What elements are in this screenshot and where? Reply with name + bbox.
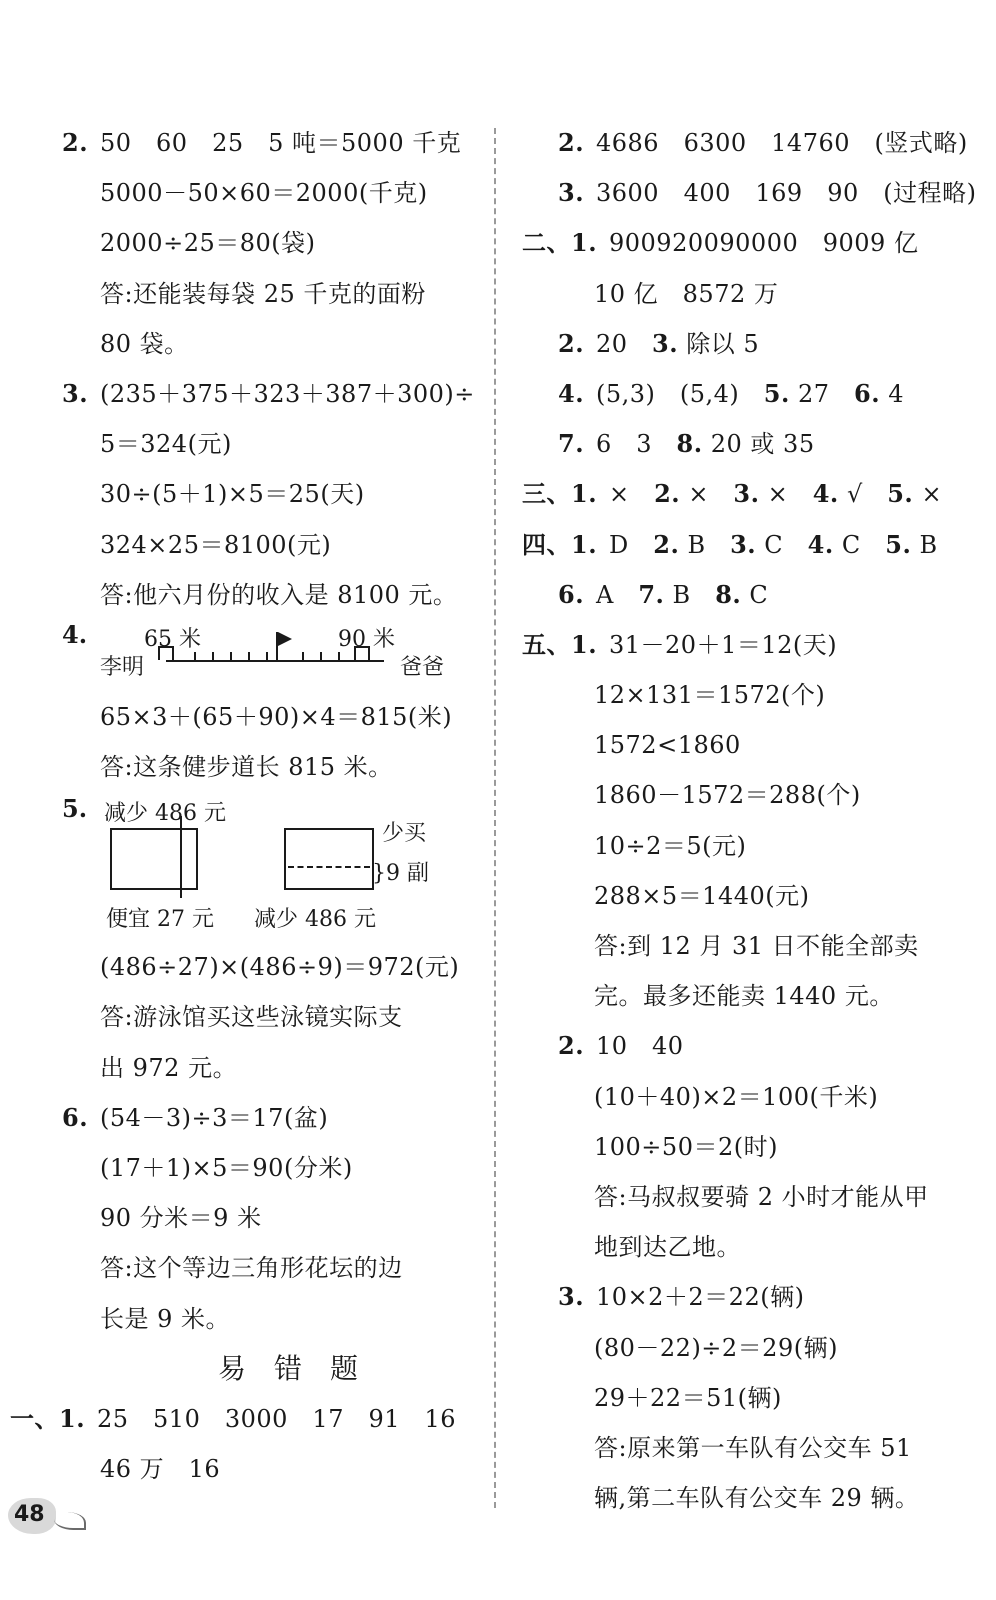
tick-mark: [212, 652, 214, 661]
s2-answer-3: 20: [596, 329, 653, 358]
tick-mark: [230, 652, 232, 661]
s5-q1-answer-2: 完。最多还能卖 1440 元。: [594, 982, 894, 1011]
s3-answer-2: ×: [688, 480, 734, 509]
s2-answer-9: 20 或 35: [710, 430, 815, 459]
q3-step-1: (235＋375＋323＋387＋300)÷: [100, 379, 475, 408]
s3-answer-5: ×: [921, 480, 943, 509]
s3-answer-4: √: [846, 480, 888, 509]
s5-q2-step-1: (10＋40)×2＝100(千米): [594, 1082, 879, 1111]
r2-line: [522, 118, 972, 168]
q3-line: [62, 369, 482, 419]
question-number: 3.: [733, 479, 760, 509]
s4-line: [522, 520, 972, 570]
q5-rectangle-diagram: [62, 792, 482, 942]
question-number: 8.: [676, 429, 703, 459]
s2-line-2: [522, 319, 972, 369]
question-number: 3.: [558, 178, 585, 208]
question-number: 1.: [571, 479, 598, 509]
tick-mark: [248, 652, 250, 661]
left-distance-label: 65 米: [144, 626, 201, 652]
section-number: 二、: [522, 228, 571, 258]
s5-line: [522, 620, 972, 670]
dashed-line: [288, 866, 370, 868]
q2-step-1: 5000－50×60＝2000(千克): [100, 179, 428, 208]
s1-answer: 25 510 3000 17 91 16: [97, 1404, 457, 1433]
route-line: [166, 660, 384, 662]
s5-q2-answer-text-2: 地到达乙地。: [594, 1233, 741, 1262]
q3-step-2: 30÷(5＋1)×5＝25(天): [100, 480, 365, 509]
s5-q1-step-4: 1860－1572＝288(个): [594, 781, 861, 810]
column-divider: [494, 128, 496, 1508]
q6-line: [62, 1093, 482, 1143]
q4-step-1: 65×3＋(65＋90)×4＝815(米): [100, 702, 453, 731]
pairs-label: }9 副: [372, 861, 429, 887]
s2-line: [522, 218, 972, 268]
s4-answer-8: C: [749, 580, 769, 609]
section-number: 一、: [10, 1403, 59, 1433]
r2-answer: 4686 6300 14760 (竖式略): [596, 129, 968, 157]
tick-mark: [266, 652, 268, 661]
question-number: 1.: [571, 529, 598, 559]
right-rectangle: [284, 828, 374, 890]
question-number: 7.: [558, 429, 585, 459]
s5-q1-step-2: 12×131＝1572(个): [594, 681, 826, 710]
s5-q2-answer-text: 答:马叔叔要骑 2 小时才能从甲: [594, 1182, 929, 1211]
s5-q3-step-2: (80－22)÷2＝29(辆): [594, 1333, 838, 1362]
leaf-icon: [54, 1512, 86, 1530]
question-number: 2.: [653, 529, 680, 559]
s4-line-2: [522, 570, 972, 620]
page-number-text: 48: [14, 1502, 45, 1527]
s5-q3-answer-text: 答:原来第一车队有公交车 51: [594, 1433, 912, 1462]
question-number: 5.: [763, 378, 790, 408]
q6-step-2: (17＋1)×5＝90(分米): [100, 1154, 353, 1182]
s3-answer-1: ×: [609, 480, 655, 509]
question-number: 2.: [654, 479, 681, 509]
question-number: 3.: [730, 529, 757, 559]
s2-answer-7: 4: [888, 379, 905, 408]
question-number: 3.: [62, 378, 89, 408]
q2-line: [62, 118, 482, 168]
section-number: 五、: [522, 629, 571, 659]
q6-step-3: 90 分米＝9 米: [100, 1204, 262, 1233]
left-rectangle: [110, 828, 198, 890]
less-buy-label: 少买: [382, 821, 427, 847]
dad-label: 爸爸: [400, 654, 445, 680]
question-number: 1.: [59, 1403, 86, 1433]
section-title: 易错题: [217, 1351, 386, 1385]
s2-answer: 900920090000 9009 亿: [609, 229, 919, 258]
question-number: 4.: [807, 529, 834, 559]
s5-q2-step-2: 100÷50＝2(时): [594, 1132, 778, 1161]
s5-q1-answer: 答:到 12 月 31 日不能全部卖: [594, 932, 919, 960]
s5-q3-answer-text-2: 辆,第二车队有公交车 29 辆。: [594, 1484, 920, 1513]
s2-answer-6: 27: [798, 379, 855, 408]
tick-mark: [302, 652, 304, 661]
s5-q1-step-1: 31－20＋1＝12(天): [609, 630, 838, 659]
question-number: 4.: [62, 619, 88, 649]
right-distance-label: 90 米: [338, 626, 395, 652]
question-number: 5.: [885, 529, 912, 559]
q2-answer: 50 60 25 5 吨＝5000 千克: [100, 129, 462, 157]
q5-step-1: (486÷27)×(486÷9)＝972(元): [100, 953, 460, 982]
question-number: 2.: [558, 128, 585, 157]
s4-answer-6: A: [596, 580, 639, 609]
section-number: 三、: [522, 479, 571, 509]
q6-step-1: (54－3)÷3＝17(盆): [100, 1103, 329, 1132]
s4-answer-3: C: [764, 530, 808, 559]
s5-q3-step-3: 29＋22＝51(辆): [594, 1383, 782, 1412]
question-number: 5.: [62, 794, 88, 824]
page-number: [8, 1496, 72, 1536]
q2-answer-text-2: 80 袋。: [100, 329, 189, 358]
s5-q3-step-1: 10×2＋2＝22(辆): [596, 1283, 805, 1312]
q2-answer-text: 答:还能装每袋 25 千克的面粉: [100, 279, 426, 308]
question-number: 1.: [571, 228, 598, 258]
q4-line-diagram: [62, 620, 482, 692]
s5-q3-line: [522, 1272, 972, 1322]
s3-answer-3: ×: [767, 480, 813, 509]
s2-line-3: [522, 369, 972, 419]
question-number: 8.: [715, 579, 742, 609]
q3-answer-text: 答:他六月份的收入是 8100 元。: [100, 580, 458, 609]
s5-q2-answer: 10 40: [596, 1032, 684, 1061]
question-number: 5.: [887, 479, 914, 509]
s3-line: [522, 469, 972, 519]
s1-answer-2: 46 万 16: [100, 1455, 221, 1484]
question-number: 2.: [558, 328, 585, 358]
s4-answer-1: D: [609, 530, 654, 559]
q2-step-2: 2000÷25＝80(袋): [100, 229, 316, 258]
question-number: 2.: [62, 128, 89, 157]
question-number: 6.: [558, 579, 585, 609]
question-number: 6.: [62, 1102, 89, 1132]
cheaper-label: 便宜 27 元: [106, 907, 214, 933]
q3-step-3: 324×25＝8100(元): [100, 530, 332, 559]
q5-answer-text-2: 出 972 元。: [100, 1053, 238, 1082]
person-label: 李明: [100, 654, 145, 680]
s4-answer-7: B: [672, 580, 716, 609]
q6-answer-text: 答:这个等边三角形花坛的边: [100, 1254, 403, 1283]
question-number: 7.: [638, 579, 665, 609]
right-column: [522, 118, 977, 1523]
r3-line: [522, 168, 977, 218]
s4-answer-2: B: [687, 530, 731, 559]
s2-answer-4: 除以 5: [686, 329, 760, 358]
s5-q2-line: [522, 1021, 972, 1071]
s5-q1-step-5: 10÷2＝5(元): [594, 831, 747, 860]
question-number: 3.: [558, 1282, 585, 1312]
s2-line-4: [522, 419, 972, 469]
s2-answer-8: 6 3: [596, 430, 677, 459]
s2-answer-5: (5,3) (5,4): [596, 379, 764, 408]
s5-q1-step-3: 1572<1860: [594, 731, 741, 760]
section-number: 四、: [522, 529, 571, 559]
house-icon: [354, 646, 370, 660]
r3-answer: 3600 400 169 90 (过程略): [596, 179, 977, 208]
question-number: 4.: [812, 479, 839, 509]
s4-answer-4: C: [841, 530, 886, 559]
reduce-bottom-label: 减少 486 元: [254, 907, 376, 933]
question-number: 2.: [558, 1031, 585, 1061]
q6-answer-text-2: 长是 9 米。: [100, 1304, 231, 1333]
question-number: 1.: [571, 629, 598, 659]
house-icon: [158, 646, 174, 660]
question-number: 6.: [854, 378, 881, 408]
s5-q1-step-6: 288×5＝1440(元): [594, 881, 810, 910]
q5-answer-text: 答:游泳馆买这些泳镜实际支: [100, 1003, 403, 1032]
reduce-top-label: 减少 486 元: [104, 801, 226, 827]
left-column: [10, 118, 482, 1494]
s1-line: [10, 1394, 482, 1444]
q4-answer-text: 答:这条健步道长 815 米。: [100, 753, 393, 782]
divider-line: [180, 816, 182, 898]
question-number: 3.: [652, 328, 679, 358]
s4-answer-5: B: [919, 530, 938, 559]
flag-triangle: [278, 632, 292, 646]
s2-answer-2: 10 亿 8572 万: [594, 279, 779, 308]
tick-mark: [194, 652, 196, 661]
tick-mark: [338, 652, 340, 661]
q3-step-1b: 5＝324(元): [100, 430, 232, 459]
question-number: 4.: [558, 378, 585, 408]
tick-mark: [320, 652, 322, 661]
